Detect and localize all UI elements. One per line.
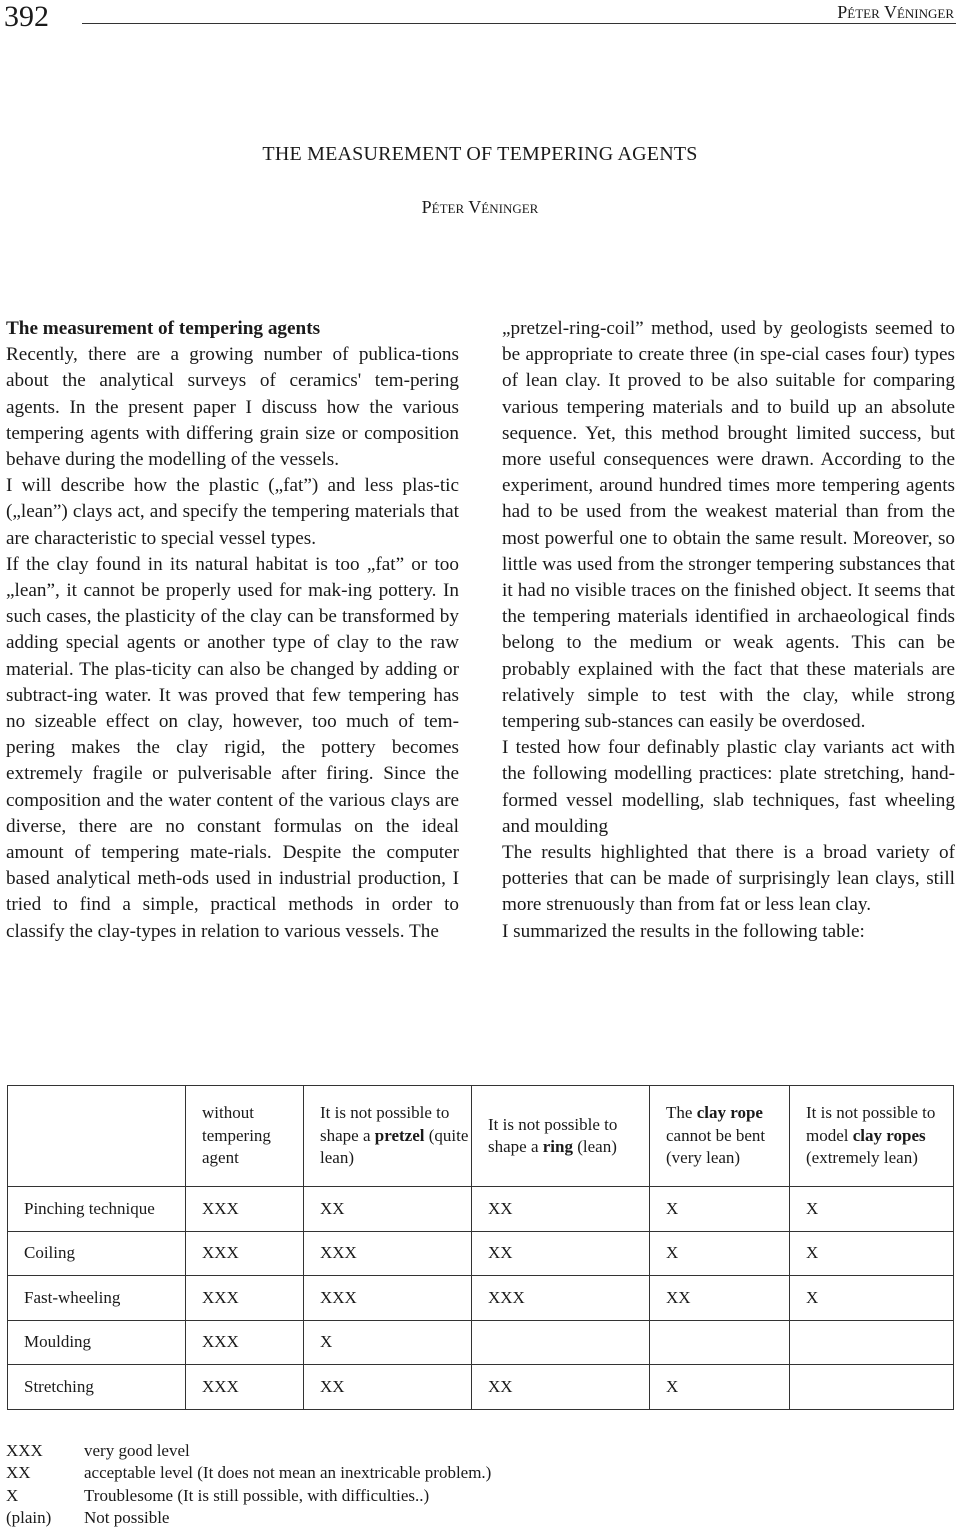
page-header bbox=[0, 0, 960, 40]
table-cell bbox=[790, 1365, 954, 1410]
paragraph: I tested how four definably plastic clay variants act with the following modelling practices: plate stretching, hand-formed vessel modelling, slab techniques, fast wheeling and moulding bbox=[502, 737, 955, 837]
running-head-author: Péter Véninger bbox=[837, 2, 954, 22]
paragraph: The results highlighted that there is a broad variety of potteries that can be made of surprisingly lean clays, still more strenuously than from fat or less lean clay. bbox=[502, 842, 955, 916]
legend-meaning: acceptable level (It does not mean an inextricable problem.) bbox=[84, 1463, 492, 1483]
table-cell bbox=[790, 1320, 954, 1365]
paragraph: If the clay found in its natural habitat is too „fat” or too „lean”, it cannot be properly used for mak-ing pottery. In such cases, the plasticity of the clay can be transformed by adding special agents or another type of clay to the raw material. The plas-ticity can also be changed by adding or subtract-ing water. It was proved that few tempering has no sizeable effect on clay, however, too much of tem-pering makes the clay rigid, the pottery becomes extremely fragile or pulverisable after firing. Since the composition and the water content of the various clays are diverse, there are no constant formulas on the ideal amount of tempering mate-rials. Despite the computer based analytical meth-ods used in industrial production, I tried to find a simple, practical methods in order to classify the clay-types in relation to various vessels. The bbox=[6, 553, 459, 942]
row-technique: Stretching bbox=[8, 1365, 186, 1410]
article-author: Péter Véninger bbox=[421, 197, 539, 217]
paragraph: Recently, there are a growing number of publica-tions about the analytical surveys of ceramics' tem-pering agents. In the present paper I discuss how the various tempering agents with differing grain size or composition behave during the modelling of the vessels. bbox=[6, 344, 459, 471]
table-cell: XXX bbox=[472, 1276, 650, 1321]
page-number: 392 bbox=[4, 0, 49, 33]
table-row bbox=[8, 1187, 954, 1232]
table-cell: X bbox=[790, 1187, 954, 1232]
table-cell: XXX bbox=[186, 1187, 304, 1232]
table-cell: XXX bbox=[186, 1231, 304, 1276]
table-cell: XX bbox=[304, 1365, 472, 1410]
legend-symbol: X bbox=[6, 1485, 19, 1505]
paragraph: I will describe how the plastic („fat”) and less plas-tic („lean”) clays act, and specify the tempering materials that are characteristic to special vessel types. bbox=[6, 475, 459, 549]
table-row bbox=[8, 1320, 954, 1365]
table-cell: XXX bbox=[186, 1365, 304, 1410]
legend-symbol: XXX bbox=[6, 1441, 43, 1460]
table-cell: X bbox=[790, 1231, 954, 1276]
table-cell bbox=[472, 1320, 650, 1365]
table-row bbox=[8, 1276, 954, 1321]
table-cell: XX bbox=[472, 1365, 650, 1410]
left-column bbox=[6, 316, 459, 945]
row-technique: Fast-wheeling bbox=[8, 1276, 186, 1321]
table-row bbox=[8, 1231, 954, 1276]
right-column bbox=[502, 316, 955, 945]
paragraph: „pretzel-ring-coil” method, used by geologists seemed to be appropriate to create three (in spe-cial cases four) types of lean clay. It proved to be also suitable for comparing various tempering materials and to build up an absolute sequence. Yet, this method brought limited success, but more useful consequences were drawn. According to the experiment, around hundred times more tempering agents had to be used from the weakest material than from the most powerful one to obtain the same result. Moreover, so little was used from the stronger tempering substances that it had no visible traces on the finished object. It seems that the tempering materials identified in archaeological finds belong to the medium or weak agents. This can be probably explained with the fact that these materials are relatively simple to test with the clay, while strong tempering sub-stances can easily be overdosed. bbox=[502, 318, 955, 733]
table-cell: X bbox=[304, 1320, 472, 1365]
row-technique: Pinching technique bbox=[8, 1187, 186, 1232]
table-cell: XXX bbox=[186, 1276, 304, 1321]
table-header-row bbox=[8, 1086, 954, 1187]
legend-meaning: very good level bbox=[84, 1441, 190, 1460]
legend-symbol: (plain) bbox=[6, 1507, 52, 1527]
table-legend bbox=[6, 1440, 491, 1529]
section-heading: The measurement of tempering agents bbox=[6, 318, 321, 339]
column-header: It is not possible to shape a pretzel (quite lean) bbox=[304, 1086, 472, 1187]
legend-symbol: XX bbox=[6, 1463, 31, 1483]
results-table bbox=[7, 1085, 954, 1410]
legend-item bbox=[6, 1462, 491, 1484]
table-cell: X bbox=[650, 1231, 790, 1276]
table-cell: XX bbox=[472, 1231, 650, 1276]
table-cell: X bbox=[650, 1187, 790, 1232]
column-header: without tempering agent bbox=[186, 1086, 304, 1187]
table-corner-cell bbox=[8, 1086, 186, 1187]
table-cell: XXX bbox=[304, 1231, 472, 1276]
legend-item bbox=[6, 1485, 491, 1507]
row-technique: Coiling bbox=[8, 1231, 186, 1276]
legend-meaning: Not possible bbox=[84, 1507, 170, 1527]
table-cell: XX bbox=[650, 1276, 790, 1321]
table-cell: X bbox=[790, 1276, 954, 1321]
column-header: It is not possible to model clay ropes (extremely lean) bbox=[790, 1086, 954, 1187]
table-cell: XX bbox=[304, 1187, 472, 1232]
table-cell: XXX bbox=[186, 1320, 304, 1365]
table-cell: X bbox=[650, 1365, 790, 1410]
row-technique: Moulding bbox=[8, 1320, 186, 1365]
legend-item bbox=[6, 1440, 491, 1462]
header-rule bbox=[82, 23, 956, 24]
table-cell: XX bbox=[472, 1187, 650, 1232]
table-cell bbox=[650, 1320, 790, 1365]
column-header: The clay rope cannot be bent (very lean) bbox=[650, 1086, 790, 1187]
paragraph: I summarized the results in the following table: bbox=[502, 920, 865, 942]
table-row bbox=[8, 1365, 954, 1410]
article-title: THE MEASUREMENT OF TEMPERING AGENTS bbox=[262, 143, 698, 165]
table-cell: XXX bbox=[304, 1276, 472, 1321]
legend-item bbox=[6, 1507, 491, 1529]
column-header: It is not possible to shape a ring (lean) bbox=[472, 1086, 650, 1187]
legend-meaning: Troublesome (It is still possible, with difficulties..) bbox=[84, 1485, 430, 1505]
